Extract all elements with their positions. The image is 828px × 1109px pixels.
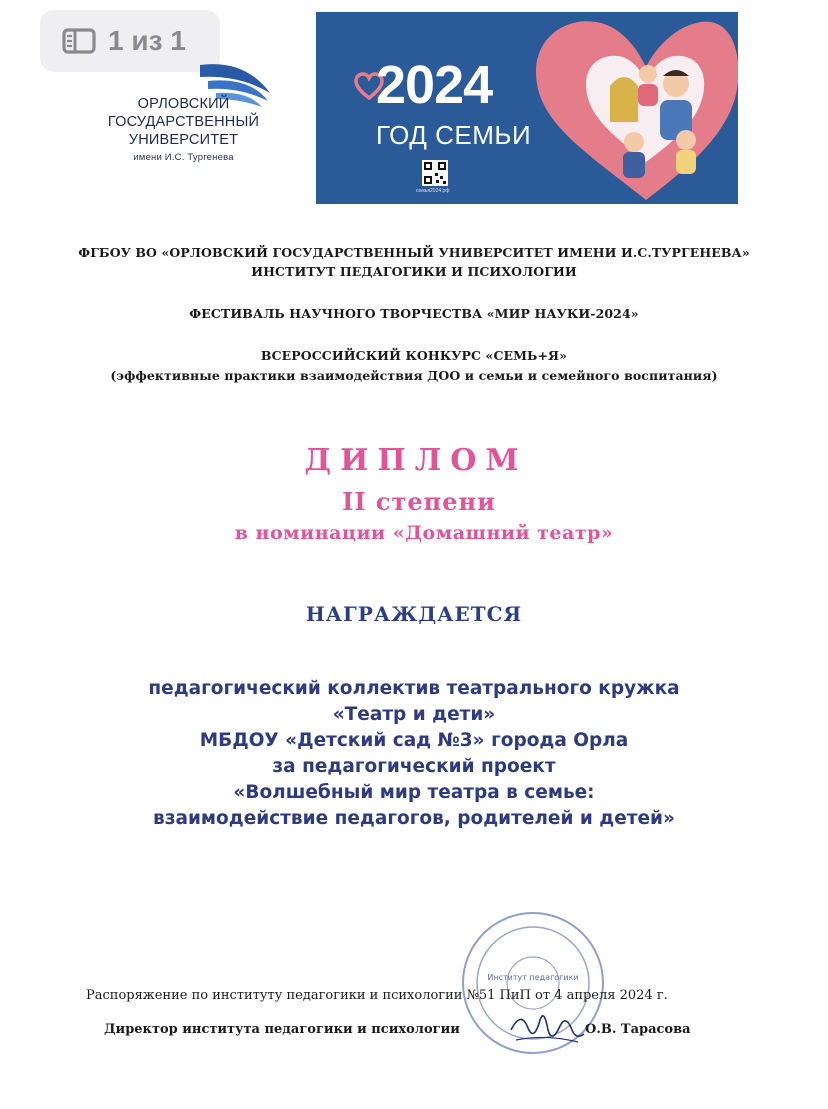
university-name: ФГБОУ ВО «ОРЛОВСКИЙ ГОСУДАРСТВЕННЫЙ УНИВЕРСИТЕТ ИМЕНИ И.С.ТУРГЕНЕВА» xyxy=(78,245,750,260)
logo-line-3: УНИВЕРСИТЕТ xyxy=(128,132,239,148)
recipient-line: МБДОУ «Детский сад №3» города Орла xyxy=(199,730,629,751)
banner-subtitle: ГОД СЕМЬИ xyxy=(376,120,532,150)
banner-year: 2024 xyxy=(376,55,493,115)
recipient-line: «Театр и дети» xyxy=(332,704,496,725)
contest-name: ВСЕРОССИЙСКИЙ КОНКУРС «СЕМЬ+Я» xyxy=(260,348,568,363)
recipient-line: педагогический коллектив театрального кружка xyxy=(148,678,680,699)
contest-description: (эффективные практики взаимодействия ДОО и семьи и семейного воспитания) xyxy=(110,368,718,383)
logo-subline: имени И.С. Тургенева xyxy=(133,152,234,163)
stamp-center-text: Институт педагогики xyxy=(487,973,579,982)
family-heart-illustration-icon xyxy=(526,12,738,204)
year-of-family-banner xyxy=(316,12,738,204)
institute-name: ИНСТИТУТ ПЕДАГОГИКИ И ПСИХОЛОГИИ xyxy=(251,264,577,279)
director-title: Директор института педагогики и психологии xyxy=(104,1022,460,1037)
diploma-degree: II степени xyxy=(342,487,496,516)
director-signature-line xyxy=(104,1022,754,1037)
diploma-title: ДИПЛОМ xyxy=(304,443,528,478)
awarded-heading: НАГРАЖДАЕТСЯ xyxy=(305,602,523,626)
logo-line-2: ГОСУДАРСТВЕННЫЙ xyxy=(107,114,260,130)
page-counter-label: 1 из 1 xyxy=(108,25,186,56)
sidebar-icon xyxy=(62,28,96,54)
recipient-line: за педагогический проект xyxy=(272,756,556,777)
order-reference: Распоряжение по институту педагогики и психологии №51 ПиП от 4 апреля 2024 г. xyxy=(86,988,668,1003)
qr-code-icon xyxy=(422,160,448,186)
diploma-nomination: в номинации «Домашний театр» xyxy=(234,522,614,544)
university-logo-text xyxy=(96,95,271,165)
festival-name: ФЕСТИВАЛЬ НАУЧНОГО ТВОРЧЕСТВА «МИР НАУКИ-2024» xyxy=(189,306,639,321)
recipient-line: «Волшебный мир театра в семье: xyxy=(233,782,595,803)
banner-url: семья2024.рф xyxy=(416,188,450,194)
recipient-line: взаимодействие педагогов, родителей и детей» xyxy=(153,808,675,829)
signature-icon xyxy=(506,1000,586,1050)
director-name: О.В. Тарасова xyxy=(585,1022,691,1037)
logo-line-1: ОРЛОВСКИЙ xyxy=(137,96,230,112)
